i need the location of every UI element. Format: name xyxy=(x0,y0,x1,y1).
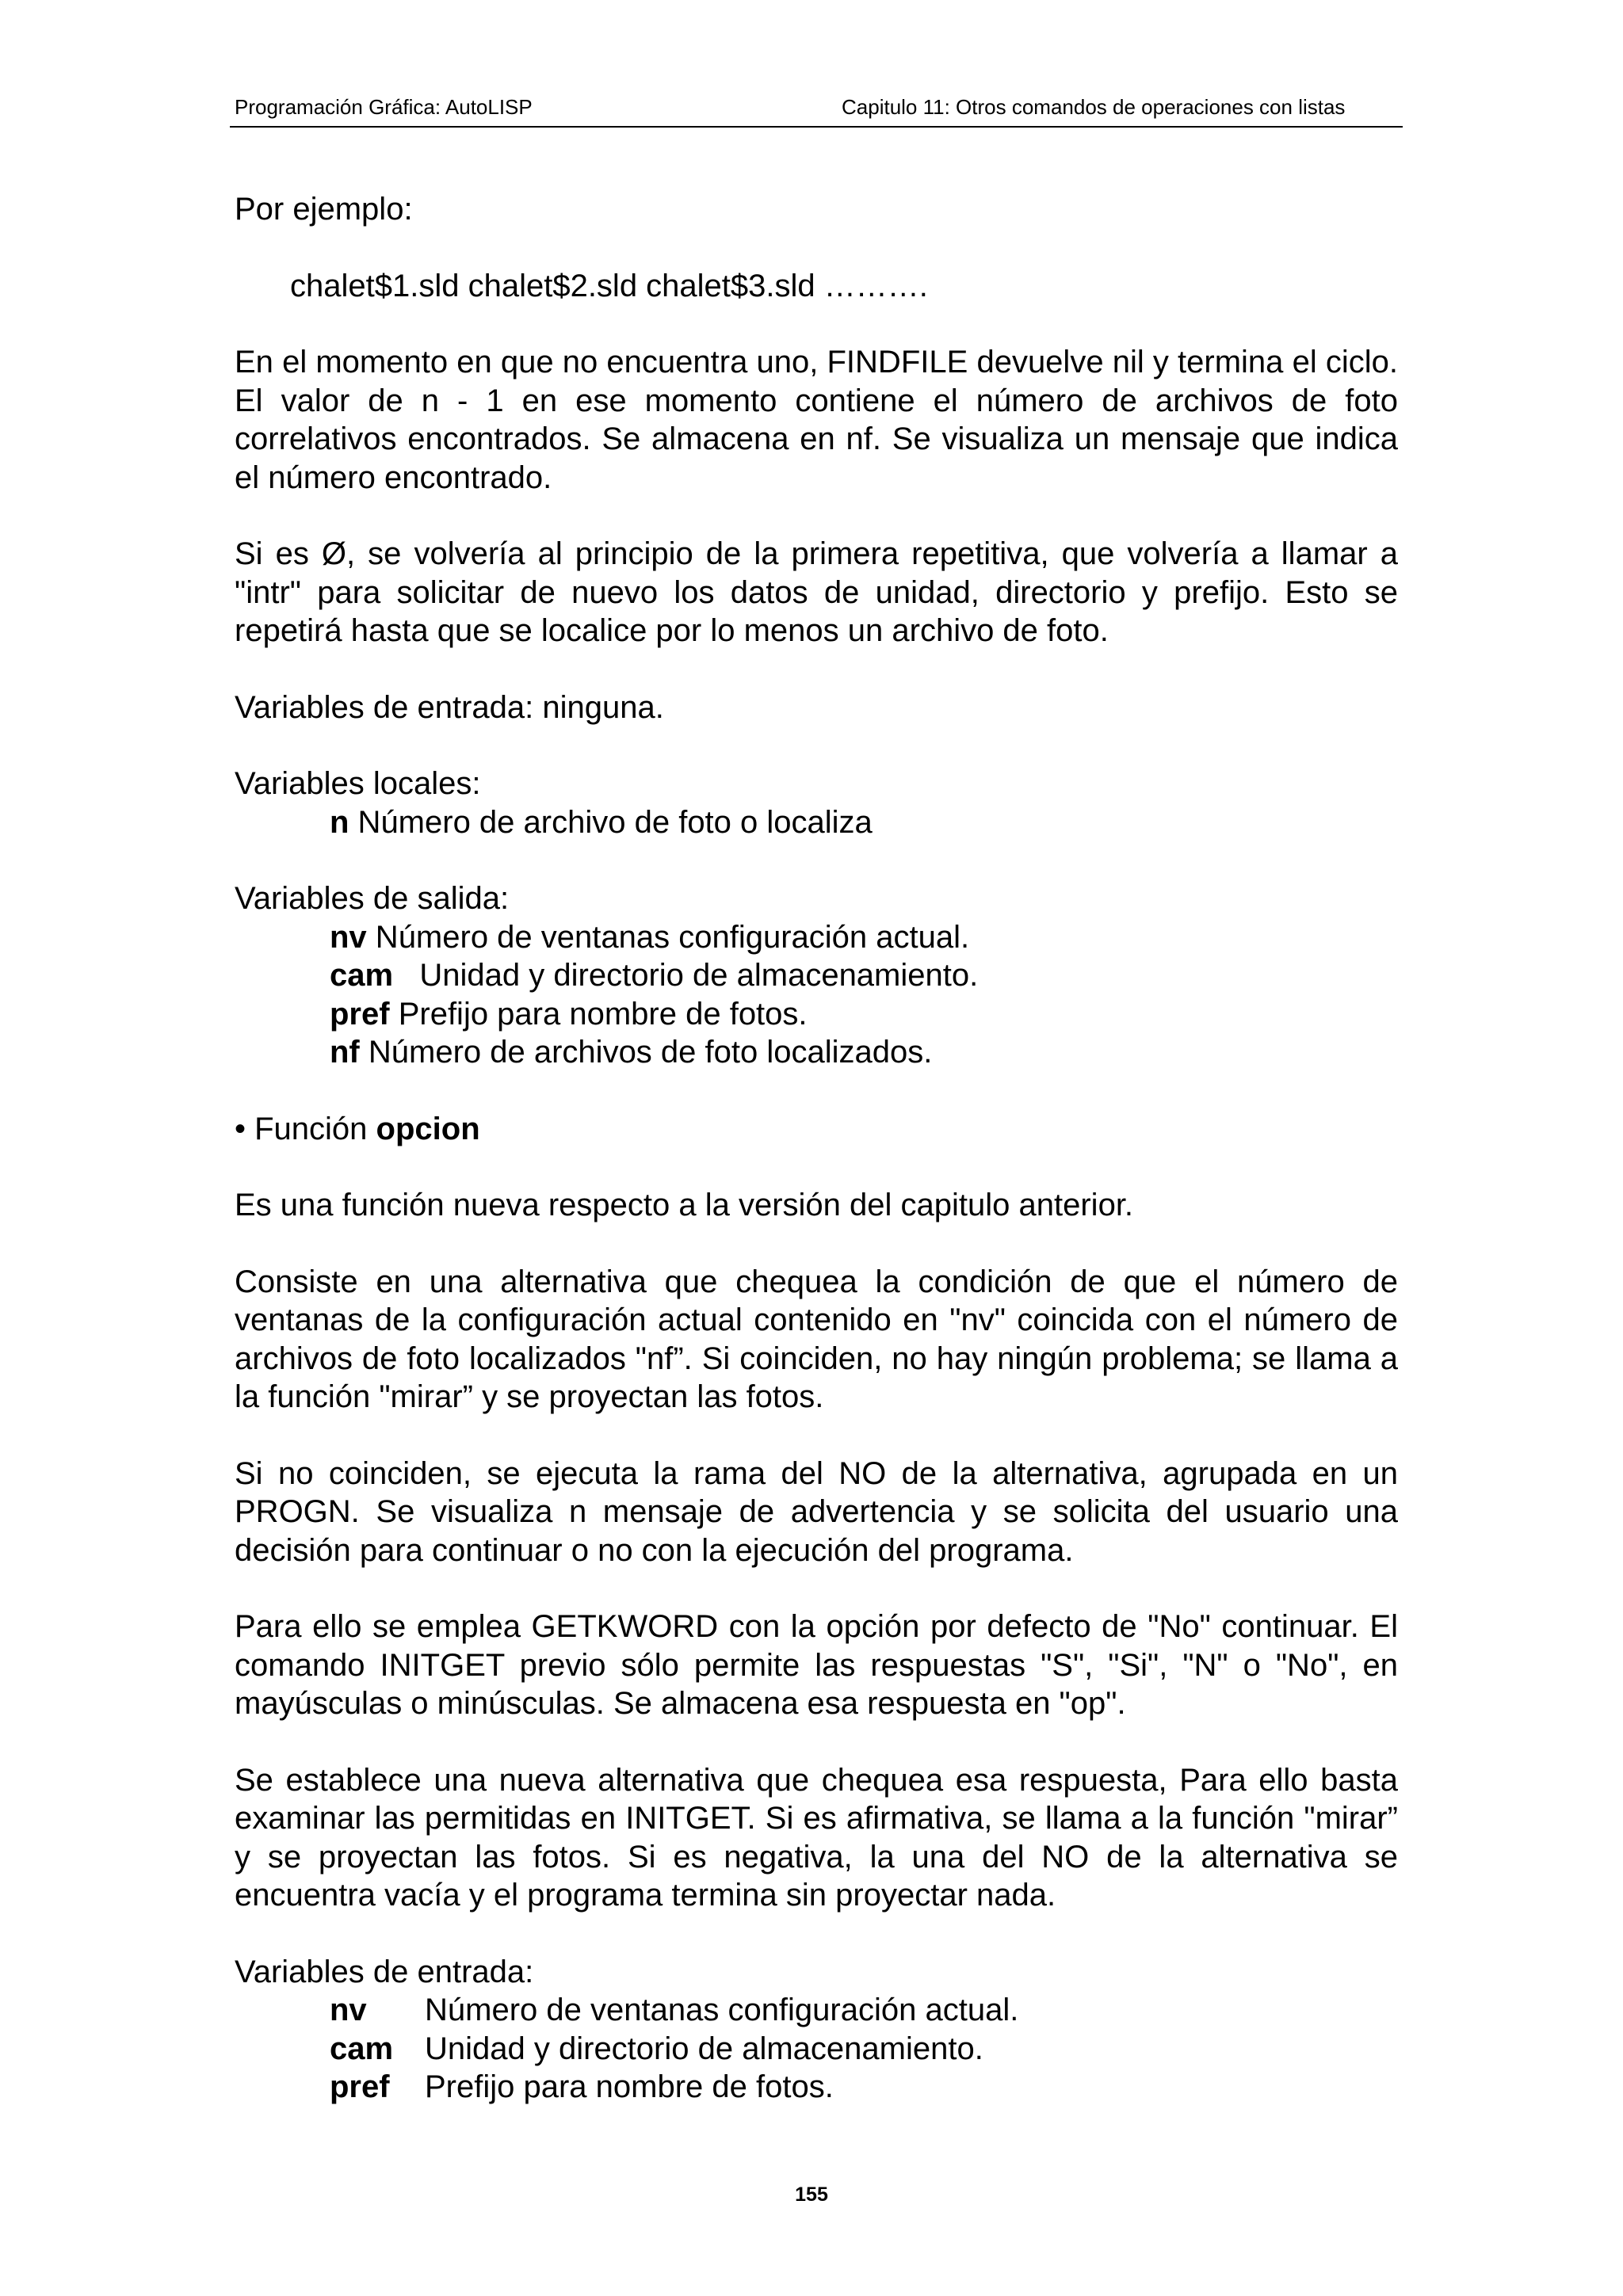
intro-example: chalet$1.sld chalet$2.sld chalet$3.sld ………. xyxy=(290,268,928,303)
page-body xyxy=(235,190,1398,2145)
inputs-label: Variables de entrada: xyxy=(235,1954,534,1989)
locals-label: Variables locales: xyxy=(235,766,481,801)
inputs-item xyxy=(235,1991,1398,2030)
page-number: 155 xyxy=(795,2183,828,2206)
paragraph-funcion-nueva: Es una función nueva respecto a la versión del capitulo anterior. xyxy=(235,1188,1134,1222)
paragraph-nueva-alternativa: Se establece una nueva alternativa que chequea esa respuesta, Para ello basta examinar las permitidas en INITGET. Si es afirmativa, se llama a la función "mirar” y se proyectan las fotos. Si es negativa, la una del NO de la alternativa se encuentra vacía y el programa termina sin proyectar nada. xyxy=(235,1762,1398,1913)
outputs-block xyxy=(235,879,1398,1072)
var-key: nf xyxy=(330,1035,360,1070)
function-name: opcion xyxy=(376,1111,480,1146)
var-desc: Prefijo para nombre de fotos. xyxy=(425,2069,834,2104)
var-key: cam xyxy=(330,2031,394,2066)
inputs-block xyxy=(235,1953,1398,2107)
var-key: nv xyxy=(330,1993,367,2027)
paragraph-repetitiva: Si es Ø, se volvería al principio de la primera repetitiva, que volvería a llamar a "intr" para solicitar de nuevo los datos de unidad, directorio y prefijo. Esto se repetirá hasta que se localice por lo menos un archivo de foto. xyxy=(235,536,1398,648)
var-desc: Unidad y directorio de almacenamiento. xyxy=(425,2031,983,2066)
inputs-item xyxy=(235,2068,1398,2107)
var-key: pref xyxy=(330,2069,390,2104)
var-key: pref xyxy=(330,996,390,1032)
paragraph-alternativa: Consiste en una alternativa que chequea la condición de que el número de ventanas de la configuración actual contenido en "nv" coincida con el número de archivos de foto localizados "nf”. Si coinciden, no hay ningún problema; se llama a la función "mirar” y se proyectan las fotos. xyxy=(235,1264,1398,1414)
paragraph-entrada-ninguna: Variables de entrada: ninguna. xyxy=(235,689,664,725)
var-key: cam xyxy=(330,958,394,993)
inputs-item xyxy=(235,2030,1398,2069)
paragraph-progn: Si no coinciden, se ejecuta la rama del NO de la alternativa, agrupada en un PROGN. Se visualiza n mensaje de advertencia y se solicita del usuario una decisión para continuar o no con la ejecución del programa. xyxy=(235,1455,1398,1568)
header-right-title: Capitulo 11: Otros comandos de operaciones con listas xyxy=(842,95,1346,119)
var-desc: Número de archivo de foto o localiza xyxy=(349,804,873,840)
outputs-item xyxy=(235,956,1398,995)
intro-label: Por ejemplo: xyxy=(235,192,413,227)
paragraph-findfile: En el momento en que no encuentra uno, FINDFILE devuelve nil y termina el ciclo. El valor de n - 1 en ese momento contiene el número de archivos de foto correlativos encontrados. Se almacena en nf. Se visualiza un mensaje que indica el número encontrado. xyxy=(235,345,1398,495)
function-prefix: • Función xyxy=(235,1111,376,1146)
var-desc: Unidad y directorio de almacenamiento. xyxy=(393,958,979,993)
var-key: n xyxy=(330,804,349,840)
header-left-title: Programación Gráfica: AutoLISP xyxy=(235,95,533,119)
var-desc: Número de archivos de foto localizados. xyxy=(359,1035,933,1070)
var-desc: Número de ventanas configuración actual. xyxy=(425,1993,1019,2027)
header-rule xyxy=(230,126,1403,128)
outputs-item xyxy=(235,1033,1398,1072)
var-desc: Número de ventanas configuración actual. xyxy=(366,919,970,955)
outputs-item xyxy=(235,918,1398,957)
locals-item xyxy=(235,803,1398,842)
outputs-item xyxy=(235,995,1398,1034)
paragraph-getkword: Para ello se emplea GETKWORD con la opción por defecto de "No" continuar. El comando INITGET previo sólo permite las respuestas "S", "Si", "N" o "No", en mayúsculas o minúsculas. Se almacena esa respuesta en "op". xyxy=(235,1609,1398,1721)
locals-block xyxy=(235,765,1398,841)
var-key: nv xyxy=(330,919,367,955)
var-desc: Prefijo para nombre de fotos. xyxy=(389,996,808,1032)
function-heading xyxy=(235,1110,1398,1149)
outputs-label: Variables de salida: xyxy=(235,881,510,916)
